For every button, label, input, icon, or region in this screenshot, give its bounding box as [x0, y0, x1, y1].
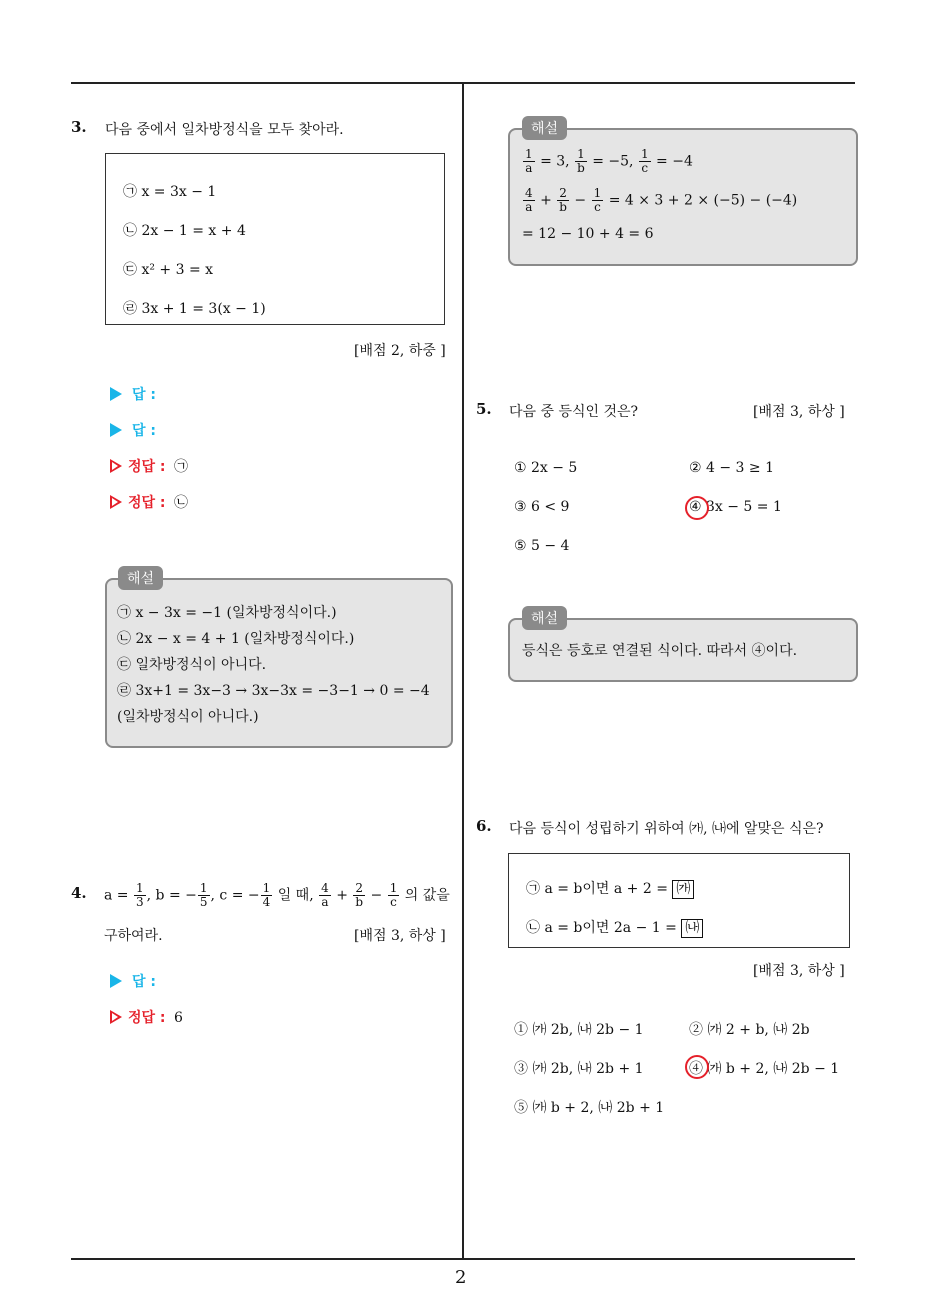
q6-score: [배점 3, 하상 ]: [753, 963, 845, 979]
q4-question-line2: 구하여라.: [104, 928, 163, 944]
correct-mark-circle: [685, 1055, 709, 1079]
play-arrow-icon: [110, 387, 122, 401]
q6-choice[interactable]: ④ ㈎ b + 2, ㈏ 2b − 1: [689, 1061, 840, 1077]
page-number: 2: [455, 1267, 467, 1288]
q4-solution-tag: 해설: [522, 116, 567, 140]
q6-number: 6.: [476, 817, 492, 835]
column-divider: [462, 84, 464, 1259]
q6-box-item: ㉠ a = b이면 a + 2 = ㈎: [526, 878, 694, 899]
q3-item: ㉠ x = 3x − 1: [123, 184, 217, 200]
q3-number: 3.: [71, 118, 87, 136]
correct-label: 정답 :: [128, 495, 166, 511]
q4-correct-row: [110, 1007, 183, 1027]
q3-question: 다음 중에서 일차방정식을 모두 찾아라.: [105, 122, 344, 138]
q6-choice[interactable]: ③ ㈎ 2b, ㈏ 2b + 1: [514, 1061, 644, 1077]
q4-score: [배점 3, 하상 ]: [354, 928, 446, 944]
q6-box-item: ㉡ a = b이면 2a − 1 = ㈏: [526, 917, 703, 938]
solution-line: ㉡ 2x − x = 4 + 1 (일차방정식이다.): [117, 631, 355, 647]
solution-line: ㉠ x − 3x = −1 (일차방정식이다.): [117, 605, 337, 621]
solution-line: = 12 − 10 + 4 = 6: [522, 226, 654, 242]
q4-question-line1: a = $\frac{1}{3}$ , b = − $\frac{1}{5}$ , c = − $\frac{1}{4}$ 일 때, $\frac{4}{a}$ + $\frac{2}{b}$ − $\frac{1}{c}$ 의 값을: [104, 881, 450, 909]
q5-score: [배점 3, 하상 ]: [753, 404, 845, 420]
answer-label: 답 :: [132, 387, 156, 403]
q6-choice[interactable]: ① ㈎ 2b, ㈏ 2b − 1: [514, 1022, 644, 1038]
q5-choice[interactable]: ④ 3x − 5 = 1: [689, 499, 782, 515]
q3-correct-row: [110, 492, 188, 512]
q3-item: ㉡ 2x − 1 = x + 4: [123, 223, 246, 239]
bottom-rule: [71, 1258, 855, 1260]
correct-value: ㉠: [173, 459, 188, 475]
correct-value: ㉡: [173, 495, 188, 511]
blank-box: ㈎: [672, 880, 694, 899]
answer-label: 답 :: [132, 423, 156, 439]
q5-choice[interactable]: ③ 6 < 9: [514, 499, 570, 515]
q6-question: 다음 등식이 성립하기 위하여 ㈎, ㈏에 알맞은 식은?: [509, 821, 824, 837]
solution-line: 등식은 등호로 연결된 식이다. 따라서 ④이다.: [522, 643, 798, 659]
q3-solution-tag: 해설: [118, 566, 163, 590]
q5-number: 5.: [476, 400, 492, 418]
correct-mark-circle: [685, 496, 709, 520]
outline-triangle-icon: [110, 495, 122, 509]
q4-number: 4.: [71, 884, 87, 902]
q3-solution-box: [105, 578, 453, 748]
q3-item-box: [105, 153, 445, 325]
q5-choice[interactable]: ⑤ 5 − 4: [514, 538, 570, 554]
outline-triangle-icon: [110, 459, 122, 473]
q4-solution-box: [508, 128, 858, 266]
solution-line: ㉣ 3x+1 = 3x−3 → 3x−3x = −3−1 → 0 = −4: [117, 683, 430, 699]
q5-choice[interactable]: ① 2x − 5: [514, 460, 578, 476]
blank-box: ㈏: [681, 919, 703, 938]
q6-item-box: [508, 853, 850, 948]
correct-label: 정답 :: [128, 459, 166, 475]
q3-answer-row[interactable]: [110, 384, 156, 404]
outline-triangle-icon: [110, 1010, 122, 1024]
q3-score: [배점 2, 하중 ]: [354, 343, 446, 359]
play-arrow-icon: [110, 974, 122, 988]
solution-line: ㉢ 일차방정식이 아니다.: [117, 657, 267, 673]
q4-answer-row[interactable]: [110, 971, 156, 991]
q3-correct-row: [110, 456, 188, 476]
q6-choice[interactable]: ⑤ ㈎ b + 2, ㈏ 2b + 1: [514, 1100, 665, 1116]
solution-line: $\frac{1}{a}$ = 3, $\frac{1}{b}$ = −5, $\frac{1}{c}$ = −4: [525, 147, 693, 175]
solution-line: $\frac{4}{a}$ + $\frac{2}{b}$ − $\frac{1}{c}$ = 4 × 3 + 2 × (−5) − (−4): [525, 186, 798, 214]
correct-label: 정답 :: [128, 1010, 166, 1026]
play-arrow-icon: [110, 423, 122, 437]
q3-item: ㉣ 3x + 1 = 3(x − 1): [123, 301, 266, 317]
solution-line: (일차방정식이 아니다.): [117, 709, 259, 725]
q3-item: ㉢ x² + 3 = x: [123, 262, 214, 278]
answer-label: 답 :: [132, 974, 156, 990]
correct-value: 6: [173, 1010, 183, 1026]
q5-question: 다음 중 등식인 것은?: [509, 404, 639, 420]
q6-choice[interactable]: ② ㈎ 2 + b, ㈏ 2b: [689, 1022, 810, 1038]
q5-choice[interactable]: ② 4 − 3 ≥ 1: [689, 460, 774, 476]
q5-solution-tag: 해설: [522, 606, 567, 630]
q3-answer-row[interactable]: [110, 420, 156, 440]
